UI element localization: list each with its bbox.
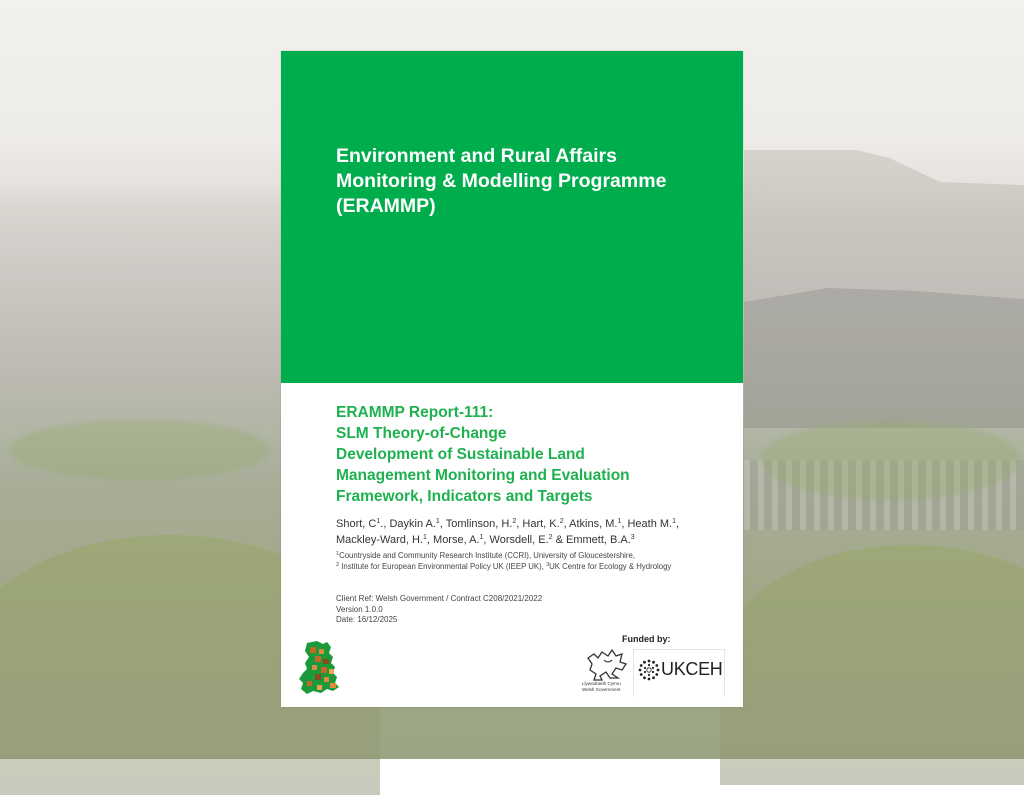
author-name: Emmett, B.A. xyxy=(565,534,631,546)
report-cover-page xyxy=(281,51,743,707)
report-title-line: Management Monitoring and Evaluation xyxy=(336,467,630,484)
affiliation-text: Institute for European Environmental Policy UK (IEEP UK), xyxy=(339,562,547,571)
report-number: ERAMMP Report-111: xyxy=(336,404,494,421)
author-line-1 xyxy=(336,516,736,532)
author-list xyxy=(336,516,736,548)
author-line-2 xyxy=(336,532,736,548)
programme-title xyxy=(336,144,716,219)
programme-title-line: (ERAMMP) xyxy=(336,195,436,217)
author-name: Tomlinson, H. xyxy=(445,518,513,530)
author-name: Mackley-Ward, H. xyxy=(336,534,423,546)
erammp-wales-map-logo-icon xyxy=(297,639,345,697)
separator: , xyxy=(439,518,446,530)
affiliation-marker: 1 xyxy=(672,518,676,525)
separator: , xyxy=(516,518,523,530)
separator: , xyxy=(676,518,680,530)
welsh-government-text xyxy=(582,681,634,693)
funded-by-label: Funded by: xyxy=(622,634,671,644)
separator: , xyxy=(483,534,490,546)
background-field xyxy=(760,420,1020,500)
welsh-government-logo xyxy=(582,648,632,698)
affiliation-line xyxy=(336,561,746,572)
affiliation-marker: 3 xyxy=(546,562,550,568)
report-title-line: Development of Sustainable Land xyxy=(336,446,585,463)
author-name: Morse, A. xyxy=(433,534,480,546)
author-name: Hart, K. xyxy=(522,518,560,530)
author-name: Short, C xyxy=(336,518,377,530)
client-ref: Client Ref: Welsh Government / Contract C208/2021/2022 xyxy=(336,594,543,603)
separator: , xyxy=(426,534,434,546)
affiliation-marker: 1 xyxy=(423,534,427,541)
affiliation-marker: 1 xyxy=(376,518,381,525)
affiliation-marker: 1 xyxy=(435,518,440,525)
author-name: Heath M. xyxy=(627,518,673,530)
affiliation-line xyxy=(336,550,746,561)
ukceh-logo xyxy=(633,649,725,697)
author-name: Worsdell, E. xyxy=(489,534,549,546)
affiliations xyxy=(336,550,746,572)
author-name: Daykin A. xyxy=(389,518,436,530)
affiliation-marker: 1 xyxy=(336,551,340,557)
affiliation-marker: 1 xyxy=(617,518,622,525)
welsh-dragon-icon xyxy=(582,648,632,682)
welsh-gov-name-en: Welsh Government xyxy=(582,687,621,692)
welsh-gov-name-cy: Llywodraeth Cymru xyxy=(582,681,621,686)
ukceh-wordmark: UKCEH xyxy=(661,659,723,679)
affiliation-marker: 3 xyxy=(630,534,635,541)
report-title-line: Framework, Indicators and Targets xyxy=(336,488,593,505)
separator: , xyxy=(621,518,628,530)
cover-header-band xyxy=(281,51,743,383)
report-title-line: SLM Theory-of-Change xyxy=(336,425,507,442)
background-field xyxy=(10,420,270,480)
programme-title-line: Environment and Rural Affairs xyxy=(336,145,617,167)
affiliation-marker: 2 xyxy=(559,518,564,525)
author-name: Atkins, M. xyxy=(569,518,618,530)
programme-title-line: Monitoring & Modelling Programme xyxy=(336,170,667,192)
report-date: Date: 16/12/2025 xyxy=(336,615,398,624)
report-title xyxy=(336,402,726,507)
background-forest xyxy=(744,288,1024,428)
separator: , xyxy=(563,518,570,530)
ukceh-dots-icon xyxy=(638,659,660,681)
version: Version 1.0.0 xyxy=(336,604,383,614)
affiliation-text: UK Centre for Ecology & Hydrology xyxy=(549,562,672,571)
affiliation-marker: 2 xyxy=(548,534,553,541)
affiliation-marker: 1 xyxy=(479,534,484,541)
report-metadata xyxy=(336,594,636,626)
affiliation-marker: 2 xyxy=(336,562,340,568)
affiliation-text: Countryside and Community Research Institute (CCRI), University of Gloucestershire, xyxy=(339,551,636,560)
separator: ., xyxy=(380,518,390,530)
separator: & xyxy=(552,534,566,546)
affiliation-marker: 2 xyxy=(512,518,517,525)
